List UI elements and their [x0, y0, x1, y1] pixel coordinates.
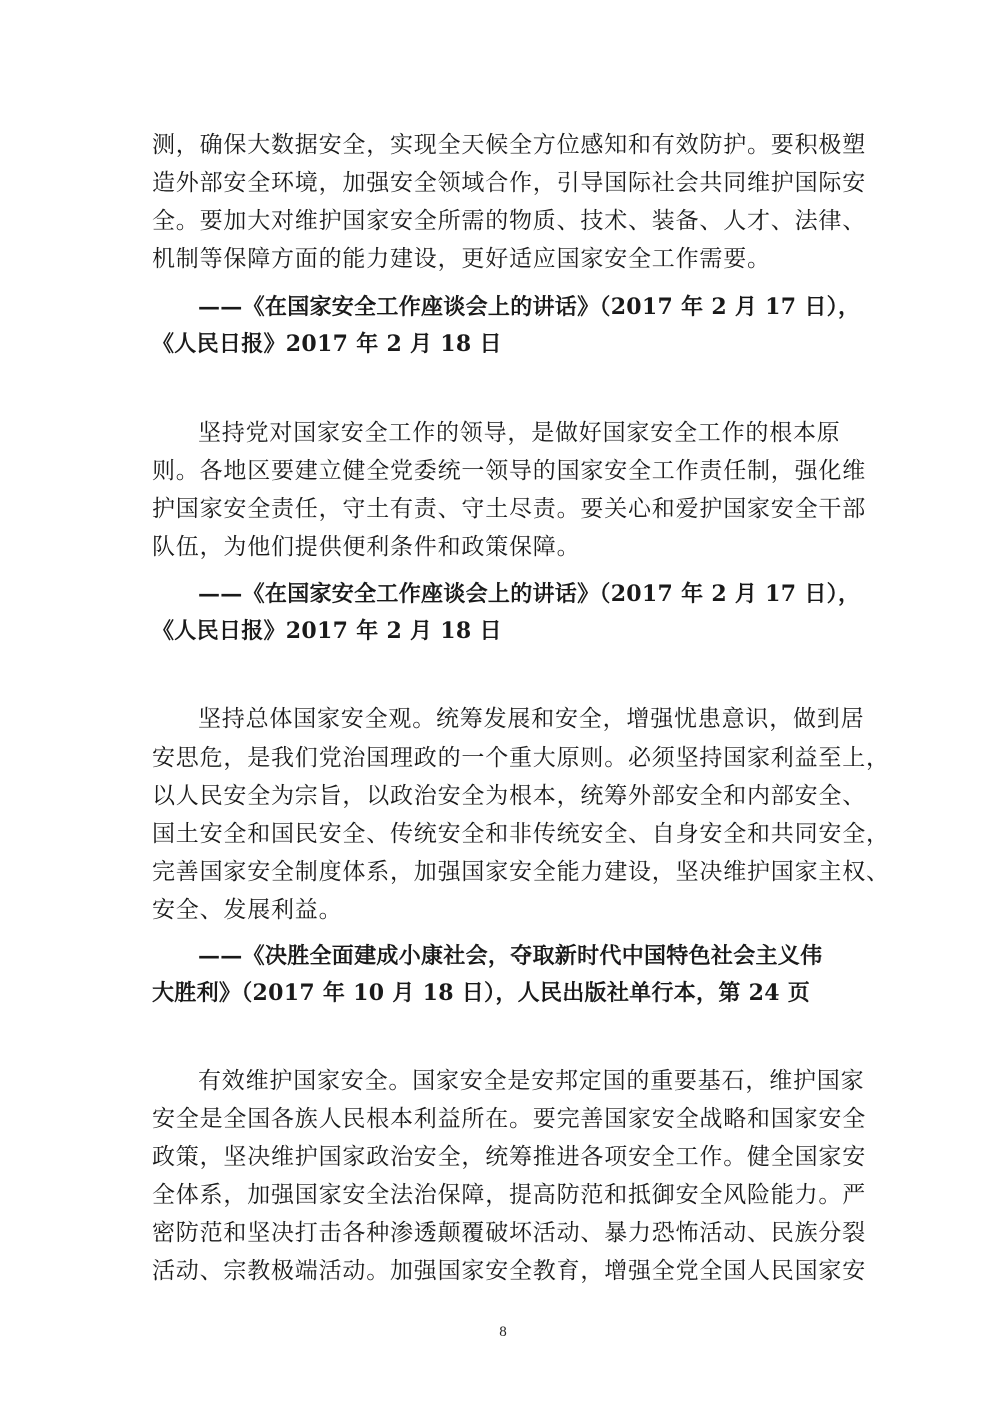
- paragraph-line: 测，确保大数据安全，实现全天候全方位感知和有效防护。要积极塑: [152, 132, 866, 158]
- paragraph-2: [152, 414, 900, 452]
- paragraph-line: 坚持总体国家安全观。统筹发展和安全，增强忧患意识，做到居: [198, 706, 865, 732]
- paragraph-line: 完善国家安全制度体系，加强国家安全能力建设，坚决维护国家主权、: [152, 859, 890, 885]
- paragraph-4-continued: [152, 1100, 866, 1290]
- paragraph-line: 全。要加大对维护国家安全所需的物质、技术、装备、人才、法律、: [152, 208, 866, 234]
- paragraph-2-continued: [152, 452, 866, 566]
- source-citation-1: [152, 289, 862, 363]
- paragraph-line: 机制等保障方面的能力建设，更好适应国家安全工作需要。: [152, 246, 771, 272]
- paragraph-line: 国土安全和国民安全、传统安全和非传统安全、自身安全和共同安全，: [152, 821, 890, 847]
- paragraph-line: 护国家安全责任，守土有责、守土尽责。要关心和爱护国家安全干部: [152, 496, 866, 522]
- paragraph-line: 则。各地区要建立健全党委统一领导的国家安全工作责任制，强化维: [152, 458, 866, 484]
- source-line: 大胜利》（2017 年 10 月 18 日），人民出版社单行本，第 24 页: [152, 980, 811, 1006]
- paragraph-line: 安全、发展利益。: [152, 897, 343, 923]
- paragraph-line: 坚持党对国家安全工作的领导，是做好国家安全工作的根本原: [198, 420, 841, 446]
- paragraph-line: 活动、宗教极端活动。加强国家安全教育，增强全党全国人民国家安: [152, 1258, 866, 1284]
- source-line: 《人民日报》2017 年 2 月 18 日: [152, 331, 502, 357]
- paragraph-3: [152, 700, 900, 738]
- paragraph-line: 有效维护国家安全。国家安全是安邦定国的重要基石，维护国家: [198, 1068, 865, 1094]
- paragraph-4: [152, 1062, 900, 1100]
- source-line: ——《决胜全面建成小康社会，夺取新时代中国特色社会主义伟: [198, 943, 823, 969]
- paragraph-3-continued: [152, 739, 890, 929]
- page-number: 8: [499, 1324, 507, 1340]
- source-line: ——《在国家安全工作座谈会上的讲话》（2017 年 2 月 17 日），: [198, 581, 861, 607]
- paragraph-line: 密防范和坚决打击各种渗透颠覆破坏活动、暴力恐怖活动、民族分裂: [152, 1220, 866, 1246]
- paragraph-line: 安全是全国各族人民根本利益所在。要完善国家安全战略和国家安全: [152, 1106, 866, 1132]
- paragraph-1: [152, 126, 866, 278]
- source-citation-2: [152, 576, 862, 650]
- source-line: 《人民日报》2017 年 2 月 18 日: [152, 618, 502, 644]
- paragraph-line: 队伍，为他们提供便利条件和政策保障。: [152, 534, 581, 560]
- source-line: ——《在国家安全工作座谈会上的讲话》（2017 年 2 月 17 日），: [198, 294, 861, 320]
- paragraph-line: 政策，坚决维护国家政治安全，统筹推进各项安全工作。健全国家安: [152, 1144, 866, 1170]
- paragraph-line: 造外部安全环境，加强安全领域合作，引导国际社会共同维护国际安: [152, 170, 866, 196]
- source-citation-3: [152, 938, 862, 1012]
- paragraph-line: 以人民安全为宗旨，以政治安全为根本，统筹外部安全和内部安全、: [152, 783, 866, 809]
- paragraph-line: 安思危，是我们党治国理政的一个重大原则。必须坚持国家利益至上，: [152, 745, 890, 771]
- paragraph-line: 全体系，加强国家安全法治保障，提高防范和抵御安全风险能力。严: [152, 1182, 866, 1208]
